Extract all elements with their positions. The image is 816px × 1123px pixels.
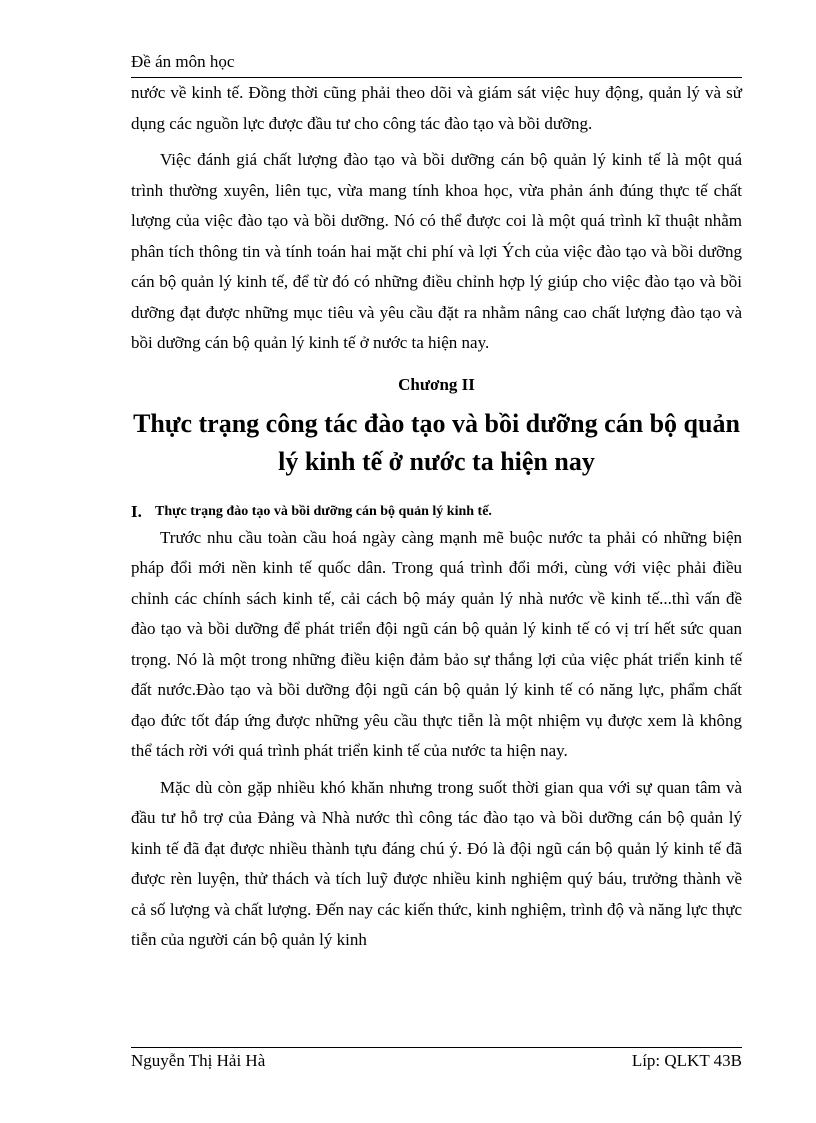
footer-class: Líp: QLKT 43B: [631, 1051, 742, 1070]
paragraph-continuation: nước về kinh tế. Đồng thời cũng phải theo dõi và giám sát việc huy động, quản lý và sử dụng các nguồn lực được đầu tư cho công tác đào tạo và bồi dưỡng.: [131, 83, 742, 133]
paragraph-quality-evaluation: Việc đánh giá chất lượng đào tạo và bồi dưỡng cán bộ quản lý kinh tế là một quá trình thường xuyên, liên tục, vừa mang tính khoa học, vừa phản ánh đúng thực tế chất lượng của việc đào tạo và bồi dưỡng. Nó có thể được coi là một quá trình kĩ thuật nhằm phân tích thông tin và tính toán hai mặt chi phí và lợi Ých của việc đào tạo và bồi dưỡng cán bộ quản lý kinh tế, để từ đó có những điều chỉnh hợp lý giúp cho việc đào tạo và bồi dưỡng đạt được những mục tiêu và yêu cầu đặt ra nhằm nâng cao chất lượng đào tạo và bồi dưỡng cán bộ quản lý kinh tế ở nước ta hiện nay.: [131, 150, 742, 352]
header-title: Đề án môn học: [131, 52, 235, 71]
page-footer: [131, 1047, 742, 1071]
section-heading: [131, 501, 742, 523]
document-body: [131, 78, 742, 956]
chapter-label: Chương II: [398, 374, 475, 394]
footer-author: Nguyễn Thị Hải Hà: [131, 1051, 266, 1070]
paragraph-achievements: Mặc dù còn gặp nhiều khó khăn nhưng trong suốt thời gian qua với sự quan tâm và đầu tư hỗ trợ của Đảng và Nhà nước thì công tác đào tạo và bồi dưỡng cán bộ quản lý kinh tế đã đạt được nhiều thành tựu đáng chú ý. Đó là đội ngũ cán bộ quản lý kinh tế đã được rèn luyện, thử thách và tích luỹ được nhiều kinh nghiệm quý báu, trưởng thành về cả số lượng và chất lượng. Đến nay các kiến thức, kinh nghiệm, trình độ và năng lực thực tiễn của người cán bộ quản lý kinh: [131, 777, 742, 949]
paragraph-globalization: Trước nhu cầu toàn cầu hoá ngày càng mạnh mẽ buộc nước ta phải có những biện pháp đổi mới nền kinh tế quốc dân. Trong quá trình đổi mới, cùng với việc phải điều chỉnh các chính sách kinh tế, cải cách bộ máy quản lý nhà nước về kinh tế...thì vấn đề đào tạo và bồi dưỡng để phát triển đội ngũ cán bộ quản lý kinh tế có vị trí hết sức quan trọng. Nó là một trong những điều kiện đảm bảo sự thắng lợi của việc phát triển kinh tế đất nước.Đào tạo và bồi dưỡng đội ngũ cán bộ quản lý kinh tế có năng lực, phẩm chất đạo đức tốt đáp ứng được những yêu cầu thực tiễn là một nhiệm vụ được xem là không thể tách rời với quá trình phát triển kinh tế của nước ta hiện nay.: [131, 527, 742, 760]
section-number: I.: [131, 501, 142, 521]
page-header: [131, 50, 742, 78]
section-title: Thực trạng đào tạo và bồi dưỡng cán bộ quản lý kinh tế.: [155, 503, 492, 519]
chapter-title: Thực trạng công tác đào tạo và bồi dưỡng cán bộ quản lý kinh tế ở nước ta hiện nay: [133, 408, 740, 476]
